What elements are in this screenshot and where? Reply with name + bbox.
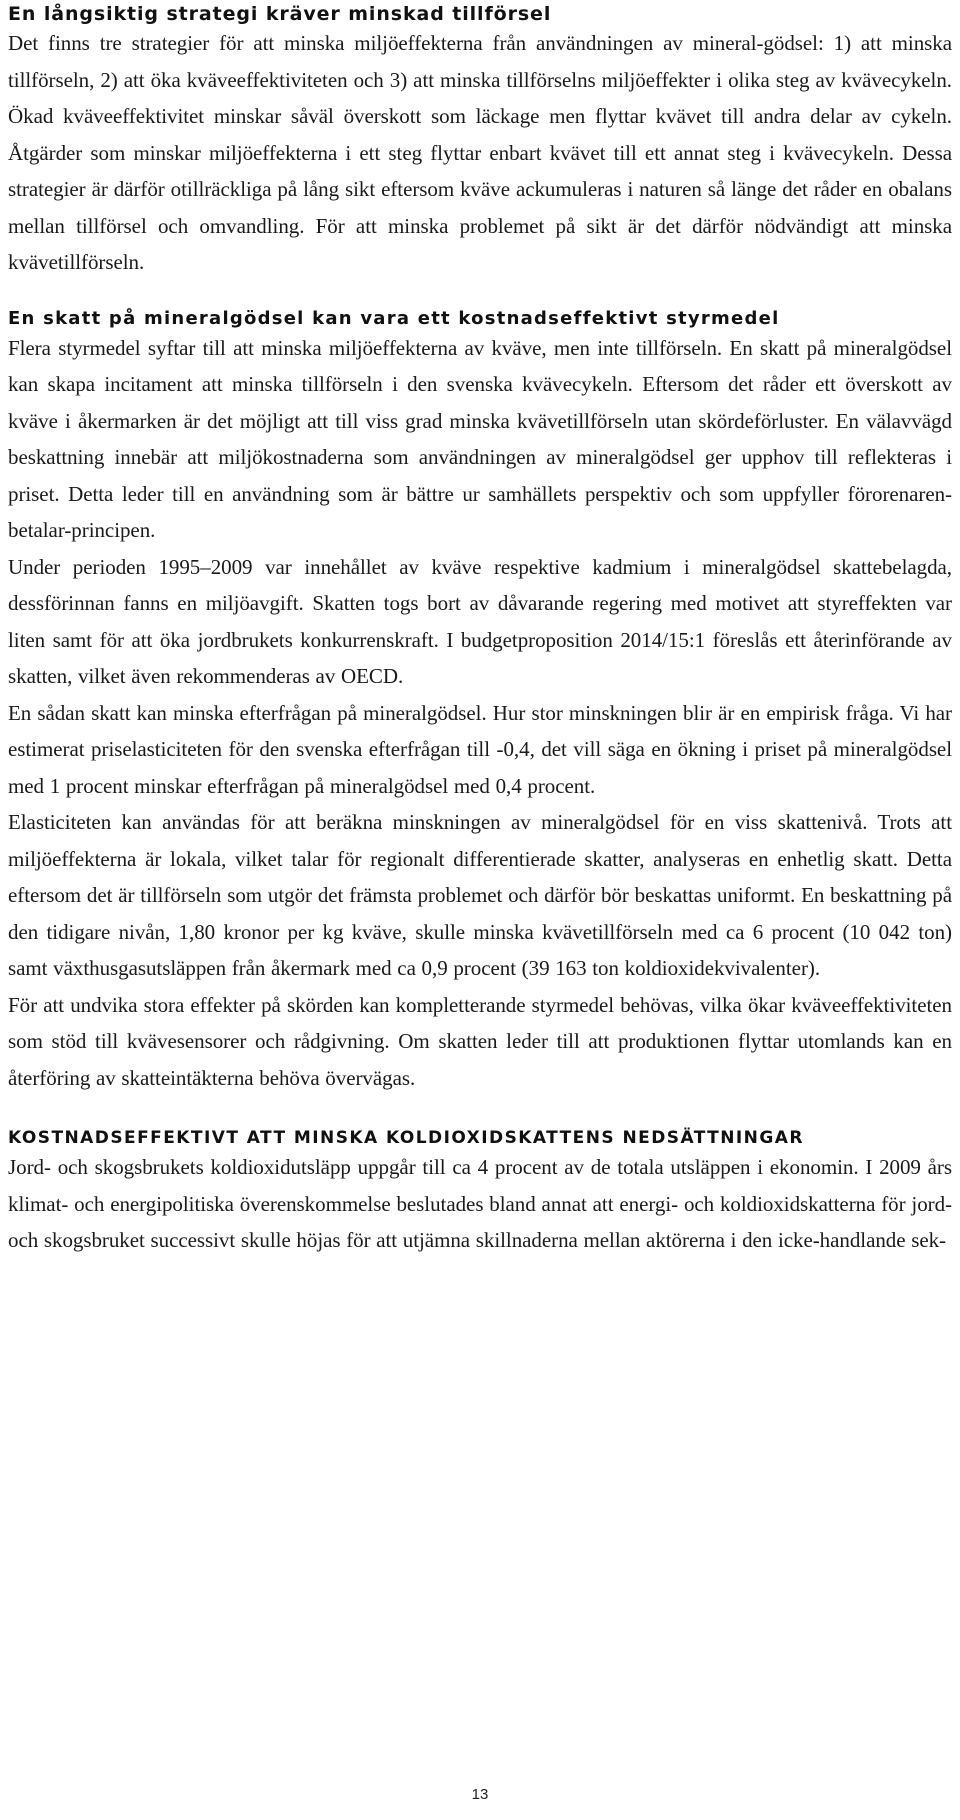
paragraph: Elasticiteten kan användas för att beräkna minskningen av mineralgödsel för en viss skattenivå. Trots att miljöeffekterna är lokala, vilket talar för regionalt differentierade skatter, analyseras en enhetlig skatt. Detta eftersom det är tillförseln som utgör det främsta problemet och därför bör beskattas uniformt. En beskattning på den tidigare nivån, 1,80 kronor per kg kväve, skulle minska kvävetillförseln med ca 6 procent (10 042 ton) samt växthusgasutsläppen från åkermark med ca 0,9 procent (39 163 ton koldioxidekvivalenter).: [8, 810, 952, 980]
paragraph: Flera styrmedel syftar till att minska miljöeffekterna av kväve, men inte tillförseln. En skatt på mineralgödsel kan skapa incitament att minska tillförseln i den svenska kvävecykeln. Eftersom det råder ett överskott av kväve i åkermarken är det möjligt att till viss grad minska kvävetillförseln utan skördeförluster. En välavvägd beskattning innebär att miljökostnaderna som användningen av mineralgödsel ger upphov till reflekteras i priset. Detta leder till en användning som är bättre ur samhällets perspektiv och som uppfyller förorenaren-betalar-principen.: [8, 335, 952, 542]
paragraph: Jord- och skogsbrukets koldioxidutsläpp uppgår till ca 4 procent av de totala utsläppen i ekonomin. I 2009 års klimat- och energipolitiska överenskommelse beslutades bland annat att energi- och koldioxidskatterna för jord- och skogsbruket successivt skulle höjas för att utjämna skillnaderna mellan aktörerna i den icke-handlande sek-: [8, 1155, 952, 1252]
paragraph: En sådan skatt kan minska efterfrågan på mineralgödsel. Hur stor minskningen blir är en empirisk fråga. Vi har estimerat priselasticiteten för den svenska efterfrågan till -0,4, det vill säga en ökning i priset på mineralgödsel med 1 procent minskar efterfrågan på mineralgödsel med 0,4 procent.: [8, 700, 952, 798]
paragraph: Det finns tre strategier för att minska miljöeffekterna från användningen av mineral-gödsel: 1) att minska tillförseln, 2) att öka kväveeffektiviteten och 3) att minska tillförselns miljöeffekter i olika steg av kvävecykeln. Ökad kväveeffektivitet minskar såväl överskott som läckage men flyttar kvävet till andra delar av cykeln. Åtgärder som minskar miljöeffekterna i ett steg flyttar enbart kvävet till ett annat steg i kvävecykeln. Dessa strategier är därför otillräckliga på lång sikt eftersom kväve ackumuleras i naturen så länge det råder en obalans mellan tillförsel och omvandling. För att minska problemet på sikt är det därför nödvändigt att minska kvävetillförseln.: [8, 31, 952, 274]
section-heading-long-term-strategy: En långsiktig strategi kräver minskad tillförsel: [8, 3, 552, 25]
page-number: 13: [471, 1786, 489, 1803]
paragraph: Under perioden 1995–2009 var innehållet av kväve respektive kadmium i mineralgödsel skattebelagda, dessförinnan fanns en miljöavgift. Skatten togs bort av dåvarande regering med motivet att styreffekten var liten samt för att öka jordbrukets konkurrenskraft. I budgetproposition 2014/15:1 föreslås ett återinförande av skatten, vilket även rekommenderas av OECD.: [8, 554, 952, 688]
section-heading-fertilizer-tax: En skatt på mineralgödsel kan vara ett kostnadseffektivt styrmedel: [8, 307, 780, 329]
paragraph: För att undvika stora effekter på skörden kan kompletterande styrmedel behövas, vilka ökar kväveeffektiviteten som stöd till kvävesensorer och rådgivning. Om skatten leder till att produktionen flyttar utomlands kan en återföring av skatteintäkterna behöva övervägas.: [8, 992, 952, 1090]
section-heading-co2-tax: KOSTNADSEFFEKTIVT ATT MINSKA KOLDIOXIDSKATTENS NEDSÄTTNINGAR: [8, 1128, 804, 1148]
